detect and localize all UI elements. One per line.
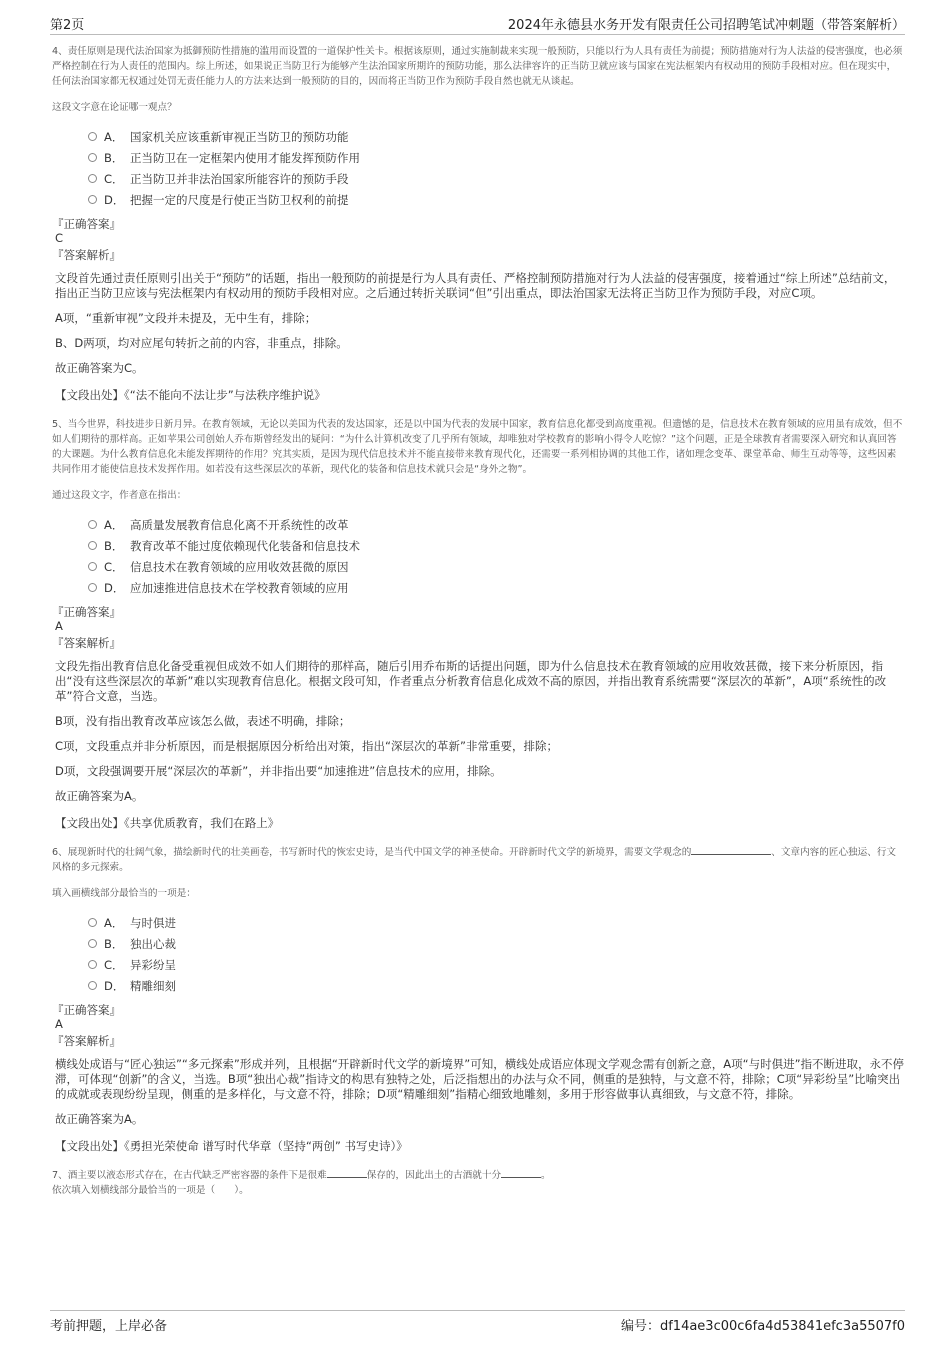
question-4 xyxy=(52,44,905,403)
analysis-text: 故正确答案为C。 xyxy=(55,361,144,375)
analysis-text: 故正确答案为A。 xyxy=(55,789,144,803)
radio-icon[interactable] xyxy=(88,520,97,529)
radio-icon[interactable] xyxy=(88,918,97,927)
analysis-label: 『答案解析』 xyxy=(52,248,121,262)
option-c[interactable]: C． 信息技术在教育领域的应用收效甚微的原因 xyxy=(88,557,905,578)
question-prompt: 填入画横线部分最恰当的一项是： xyxy=(52,888,196,899)
question-stem: 5、当今世界，科技进步日新月异。在教育领域，无论以美国为代表的发达国家，还是以中国为代表的发展中国家，教育信息化都受到高度重视。但遗憾的是，信息技术在教育领域的应用虽有成效，但不如人们期待的那样高。正如苹果公司创始人乔布斯曾经发出的疑问：“为什么计算机改变了几乎所有领域，却唯独对学校教育的影响小得令人吃惊？”这个问题，正是全球教育者需要深入研究和认真回答的大课题。为什么教育信息化未能发挥期待的作用？究其实质，是因为现代信息技术并不能直接带来教育现代化，还需要一系列相协调的其他工作，诸如理念变革、课堂革命、师生互动等等，这些因素共同作用才能使信息技术发挥作用。如若没有这些深层次的革新，现代化的装备和信息技术就只会是“身外之物”。 xyxy=(52,419,903,475)
radio-icon[interactable] xyxy=(88,195,97,204)
analysis-text: B、D两项，均对应尾句转折之前的内容，非重点，排除。 xyxy=(55,336,348,350)
question-prompt: 这段文字意在论证哪一观点？ xyxy=(52,102,177,113)
analysis-text: C项，文段重点并非分析原因，而是根据原因分析给出对策，指出“深层次的革新”非常重要，排除； xyxy=(55,739,558,753)
radio-icon[interactable] xyxy=(88,174,97,183)
fill-blank xyxy=(501,1168,541,1178)
option-d[interactable]: D． 把握一定的尺度是行使正当防卫权利的前提 xyxy=(88,190,905,211)
source-citation: 【文段出处】《共享优质教育，我们在路上》 xyxy=(55,816,280,830)
footer-slogan: 考前押题，上岸必备 xyxy=(50,1319,168,1334)
analysis-text: 横线处成语与“匠心独运”“多元探索”形成并列，且根据“开辟新时代文学的新境界”可知，横线处成语应体现文学观念需有创新之意，A项“与时俱进”指不断进取，永不停滞，可体现“创新”的含义，当选。B项“独出心裁”指诗文的构思有独特之处，后泛指想出的办法与众不同，侧重的是独特，与文意不符，排除；C项“异彩纷呈”比喻突出的成就或表现纷纷呈现，侧重的是多样化，与文意不符，排除；D项“精雕细刻”指精心细致地雕刻，多用于形容做事认真细致，与文意不符，排除。 xyxy=(55,1057,905,1101)
option-c[interactable]: C． 正当防卫并非法治国家所能容许的预防手段 xyxy=(88,169,905,190)
question-5 xyxy=(52,417,905,831)
fill-blank xyxy=(691,845,771,855)
document-title: 2024年永德县水务开发有限责任公司招聘笔试冲刺题（带答案解析） xyxy=(507,18,905,33)
source-citation: 【文段出处】《勇担光荣使命 谱写时代华章（坚持“两创” 书写史诗）》 xyxy=(55,1139,408,1153)
analysis-text: D项，文段强调要开展“深层次的革新”，并非指出要“加速推进”信息技术的应用，排除。 xyxy=(55,764,502,778)
answer-label: 『正确答案』 xyxy=(52,217,121,231)
page-number: 第2页 xyxy=(50,18,85,33)
analysis-text: 文段先指出教育信息化备受重视但成效不如人们期待的那样高，随后引用乔布斯的话提出问题，即为什么信息技术在教育领域的应用收效甚微，接下来分析原因，指出“没有这些深层次的革新”难以实现教育信息化。根据文段可知，作者重点分析教育信息化成效不高的原因，并指出教育系统需要“深层次的革新”，A项“系统性的改革”符合文意，当选。 xyxy=(55,659,887,703)
radio-icon[interactable] xyxy=(88,153,97,162)
analysis-text: A项，“重新审视”文段并未提及，无中生有，排除； xyxy=(55,311,317,325)
analysis-label: 『答案解析』 xyxy=(52,1034,121,1048)
answer-label: 『正确答案』 xyxy=(52,1003,121,1017)
answer-value: A xyxy=(55,619,63,633)
radio-icon[interactable] xyxy=(88,562,97,571)
option-b[interactable]: B． 独出心裁 xyxy=(88,934,905,955)
content xyxy=(52,44,905,1198)
question-stem: 7、酒主要以液态形式存在，在古代缺乏严密容器的条件下是很难 保存的，因此出土的古酒就十分 。 xyxy=(52,1170,551,1181)
answer-value: C xyxy=(55,231,64,245)
question-prompt: 依次填入划横线部分最恰当的一项是（ ）。 xyxy=(52,1185,249,1196)
radio-icon[interactable] xyxy=(88,939,97,948)
question-prompt: 通过这段文字，作者意在指出： xyxy=(52,490,187,501)
page-header xyxy=(50,12,905,35)
question-stem: 6、展现新时代的壮阔气象，描绘新时代的壮美画卷，书写新时代的恢宏史诗，是当代中国文学的神圣使命。开辟新时代文学的新境界，需要文学观念的 、文章内容的匠心独运、行文风格的多元探索。 xyxy=(52,847,897,873)
source-citation: 【文段出处】《“法不能向不法让步”与法秩序维护说》 xyxy=(55,388,326,402)
question-6 xyxy=(52,845,905,1154)
radio-icon[interactable] xyxy=(88,583,97,592)
radio-icon[interactable] xyxy=(88,132,97,141)
option-a[interactable]: A． 高质量发展教育信息化离不开系统性的改革 xyxy=(88,515,905,536)
options-list xyxy=(88,127,905,211)
option-a[interactable]: A． 与时俱进 xyxy=(88,913,905,934)
option-d[interactable]: D． 精雕细刻 xyxy=(88,976,905,997)
option-a[interactable]: A． 国家机关应该重新审视正当防卫的预防功能 xyxy=(88,127,905,148)
answer-value: A xyxy=(55,1017,63,1031)
option-b[interactable]: B． 教育改革不能过度依赖现代化装备和信息技术 xyxy=(88,536,905,557)
analysis-label: 『答案解析』 xyxy=(52,636,121,650)
question-stem: 4、责任原则是现代法治国家为抵御预防性措施的滥用而设置的一道保护性关卡。根据该原则，通过实施制裁来实现一般预防，只能以行为人具有责任为前提；预防措施对行为人法益的侵害强度，也必须严格控制在行为人责任的范围内。综上所述，如果说正当防卫行为能够产生法治国家所期许的预防功能，那么法律容许的正当防卫就应该与国家在宪法框架内有权动用的预防手段相对应。但在现实中，任何法治国家都无权通过处罚无责任能力人的方法来达到一般预防的目的，因而将正当防卫作为预防手段自然也就无从谈起。 xyxy=(52,46,903,87)
option-d[interactable]: D． 应加速推进信息技术在学校教育领域的应用 xyxy=(88,578,905,599)
document-id: 编号：df14ae3c00c6fa4d53841efc3a5507f0 xyxy=(620,1319,905,1334)
option-b[interactable]: B． 正当防卫在一定框架内使用才能发挥预防作用 xyxy=(88,148,905,169)
analysis-text: 文段首先通过责任原则引出关于“预防”的话题，指出一般预防的前提是行为人具有责任、严格控制预防措施对行为人法益的侵害强度，接着通过“综上所述”总结前文，指出正当防卫应该与宪法框架内有权动用的预防手段相对应。之后通过转折关联词“但”引出重点，即法治国家无法将正当防卫作为预防手段，对应C项。 xyxy=(55,271,896,300)
option-c[interactable]: C． 异彩纷呈 xyxy=(88,955,905,976)
radio-icon[interactable] xyxy=(88,541,97,550)
answer-label: 『正确答案』 xyxy=(52,605,121,619)
radio-icon[interactable] xyxy=(88,981,97,990)
analysis-text: 故正确答案为A。 xyxy=(55,1112,144,1126)
options-list xyxy=(88,515,905,599)
radio-icon[interactable] xyxy=(88,960,97,969)
question-7 xyxy=(52,1168,905,1198)
fill-blank xyxy=(327,1168,367,1178)
options-list xyxy=(88,913,905,997)
analysis-text: B项，没有指出教育改革应该怎么做，表述不明确，排除； xyxy=(55,714,351,728)
page-footer xyxy=(50,1310,905,1334)
